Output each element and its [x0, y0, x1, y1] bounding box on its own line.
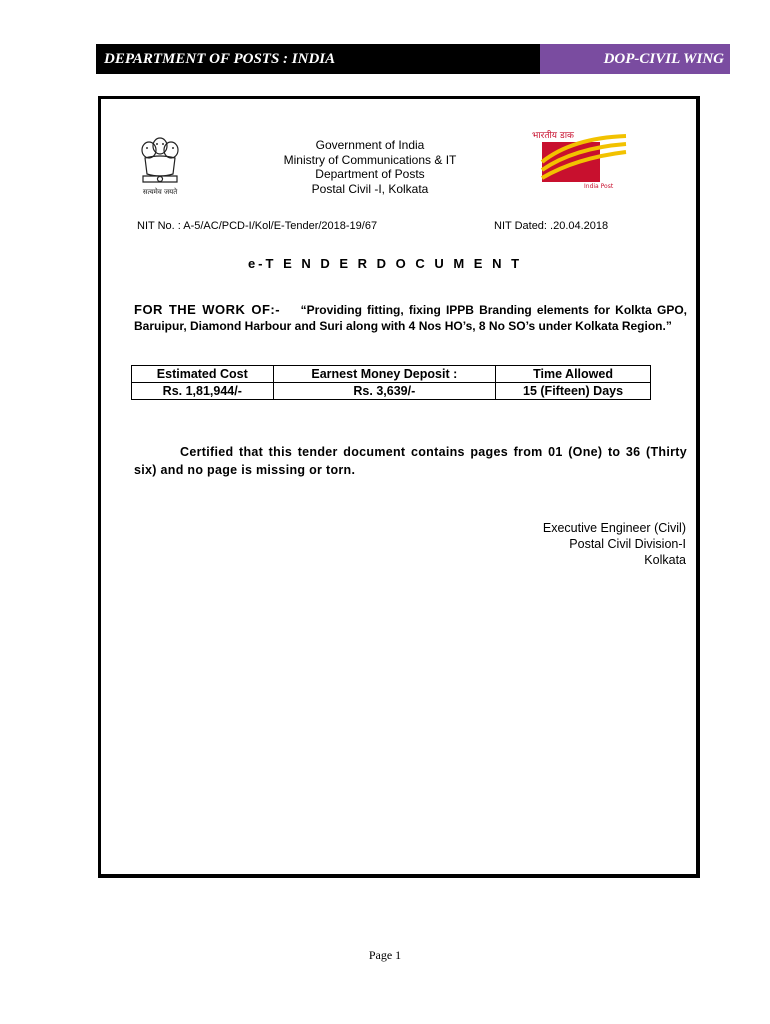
organization-block — [260, 138, 480, 196]
nit-number: NIT No. : A-5/AC/PCD-I/Kol/E-Tender/2018-19/67 — [137, 220, 378, 232]
signature-division: Postal Civil Division-I — [569, 537, 686, 551]
work-description — [134, 302, 687, 334]
emblem-caption: सत्यमेव जयते — [142, 188, 178, 196]
document-title: e-T E N D E R D O C U M E N T — [247, 256, 523, 271]
value-estimated-cost: Rs. 1,81,944/- — [132, 383, 274, 400]
work-label: FOR THE WORK OF:- — [134, 302, 281, 317]
header-estimated-cost: Estimated Cost — [132, 366, 274, 383]
signature-city: Kolkata — [644, 553, 686, 567]
page-number: Page 1 — [368, 948, 402, 962]
signature-title: Executive Engineer (Civil) — [542, 521, 686, 535]
signature-block — [543, 520, 686, 568]
post-logo-english: India Post — [584, 183, 614, 190]
header-wing: DOP-CIVIL WING — [540, 44, 730, 74]
org-department: Department of Posts — [315, 167, 425, 181]
state-emblem-icon — [137, 134, 183, 198]
header-bar — [96, 44, 730, 74]
post-logo-hindi: भारतीय डाक — [532, 131, 574, 141]
document-border — [98, 96, 700, 878]
nit-date: NIT Dated: .20.04.2018 — [494, 220, 609, 232]
header-department: DEPARTMENT OF POSTS : INDIA — [96, 44, 540, 74]
org-office: Postal Civil -I, Kolkata — [311, 181, 429, 196]
value-time-allowed: 15 (Fifteen) Days — [496, 383, 651, 400]
org-government: Government of India — [315, 138, 425, 152]
certification-text: Certified that this tender document contains pages from 01 (One) to 36 (Thirty six) and no page is missing or torn. — [134, 445, 687, 477]
header-emd: Earnest Money Deposit : — [273, 366, 496, 383]
work-text: “Providing fitting, fixing IPPB Branding elements for Kolkta GPO, Baruipur, Diamond Harbour and Suri along with 4 Nos HO’s, 8 No SO’s under Kolkata Region.” — [134, 303, 687, 333]
org-ministry: Ministry of Communications & IT — [283, 152, 457, 167]
india-post-logo-icon — [528, 128, 628, 190]
value-emd: Rs. 3,639/- — [273, 383, 496, 400]
header-time-allowed: Time Allowed — [496, 366, 651, 383]
cost-table — [131, 365, 651, 400]
table-row — [132, 366, 651, 383]
table-row — [132, 383, 651, 400]
